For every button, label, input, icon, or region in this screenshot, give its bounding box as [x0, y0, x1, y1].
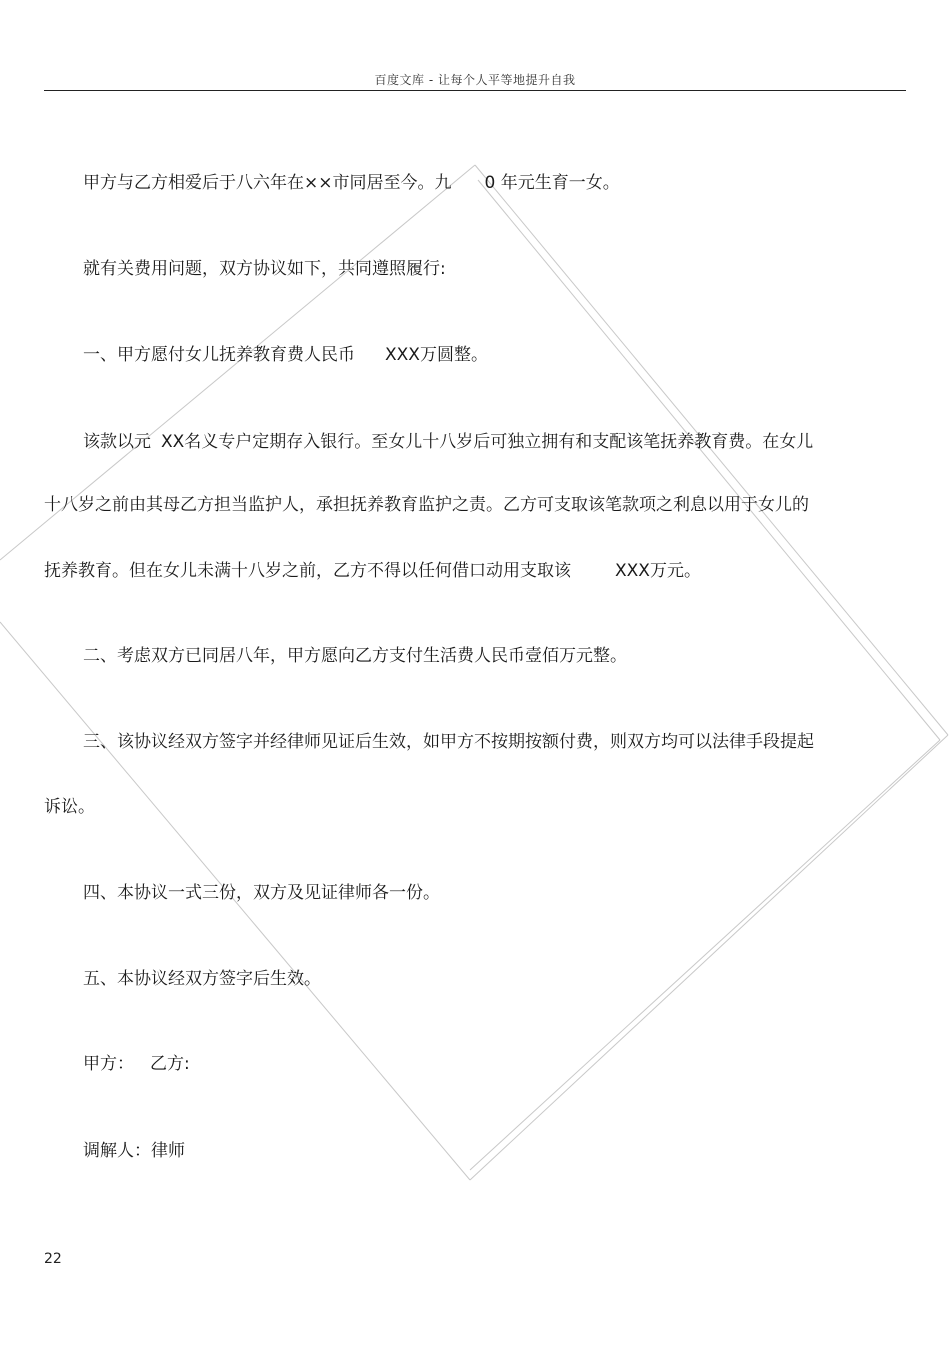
header-title: 百度文库 - 让每个人平等地提升自我 [374, 73, 576, 87]
paragraph-line-2 [83, 258, 446, 280]
line-3-text-b: XXX万圆整。 [385, 345, 488, 365]
line-11-text: 五、本协议经双方签字后生效。 [83, 969, 321, 989]
paragraph-line-3 [83, 344, 488, 366]
party-a-label: 甲方： [83, 1054, 134, 1074]
line-5-text: 十八岁之前由其母乙方担当监护人，承担抚养教育监护之责。乙方可支取该笔款项之利息以用于女儿的 [44, 495, 809, 515]
paragraph-line-6 [44, 560, 701, 582]
header-divider [44, 90, 906, 91]
line-1-text-a: 甲方与乙方相爱后于八六年在××市同居至今。九 [83, 173, 452, 193]
paragraph-line-9 [44, 796, 95, 818]
line-6-text-b: XXX万元。 [615, 561, 701, 581]
paragraph-line-5 [44, 494, 809, 516]
signature-line-mediator [83, 1140, 185, 1162]
paragraph-line-1 [83, 172, 620, 194]
line-4-text-b: XX名义专户定期存入银行。至女儿十八岁后可独立拥有和支配该笔抚养教育费。在女儿 [161, 432, 814, 452]
paragraph-line-7 [83, 645, 627, 667]
paragraph-line-11 [83, 968, 321, 990]
signature-line-parties [83, 1053, 190, 1075]
party-b-label: 乙方: [150, 1054, 190, 1074]
line-2-text: 就有关费用问题，双方协议如下，共同遵照履行: [83, 259, 446, 279]
line-10-text: 四、本协议一式三份，双方及见证律师各一份。 [83, 883, 440, 903]
mediator-label: 调解人：律师 [83, 1141, 185, 1161]
paragraph-line-8 [83, 731, 814, 753]
line-8-text: 三、该协议经双方签字并经律师见证后生效，如甲方不按期按额付费，则双方均可以法律手段提起 [83, 732, 814, 752]
line-4-text-a: 该款以元 [83, 432, 151, 452]
paragraph-line-4 [83, 431, 813, 453]
line-7-text: 二、考虑双方已同居八年，甲方愿向乙方支付生活费人民币壹佰万元整。 [83, 646, 627, 666]
line-9-text: 诉讼。 [44, 797, 95, 817]
line-3-text-a: 一、甲方愿付女儿抚养教育费人民币 [83, 345, 355, 365]
page-number: 22 [44, 1251, 62, 1267]
line-6-text-a: 抚养教育。但在女儿未满十八岁之前，乙方不得以任何借口动用支取该 [44, 561, 571, 581]
line-1-text-b: 0 年元生育一女。 [484, 173, 620, 193]
paragraph-line-10 [83, 882, 440, 904]
